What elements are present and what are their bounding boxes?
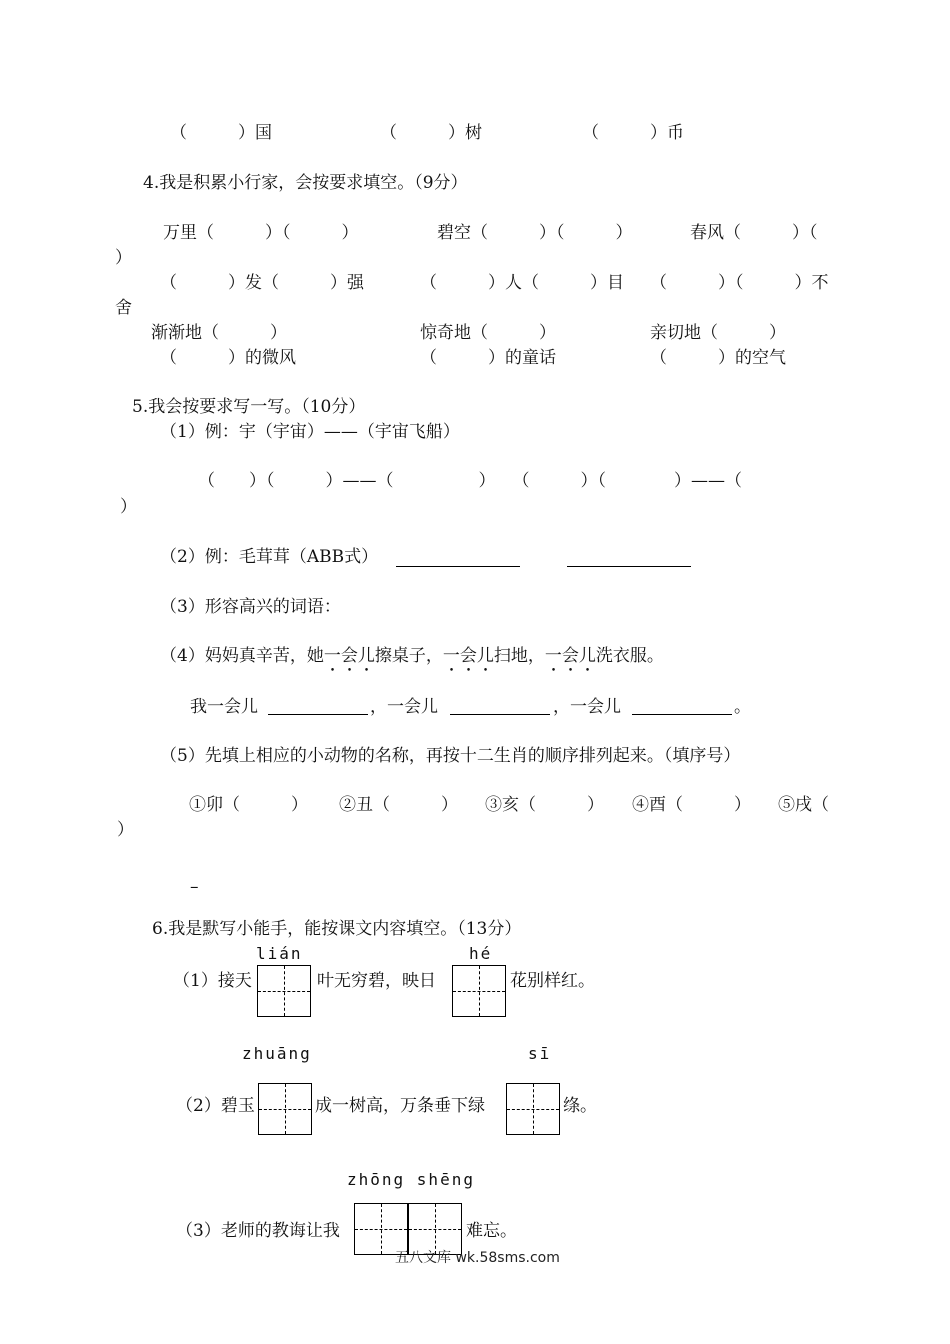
- q5-sub4-emph-1: 一会儿: [323, 646, 375, 666]
- stray-dash: –: [190, 877, 199, 897]
- q5-sub1-fill: （ ）（ ）——（ ） （ ）（ ）——（: [198, 471, 742, 491]
- q5-sub5-item4: ④酉（ ）: [632, 795, 751, 815]
- q5-sub4-answer-line-2[interactable]: [450, 714, 550, 715]
- q6-p1-tianzige-2[interactable]: [452, 965, 506, 1017]
- q5-sub2-answer-line-1[interactable]: [396, 566, 520, 567]
- q5-sub4-emph-2: 一会儿: [442, 646, 494, 666]
- q5-sub4-fill-end: 。: [734, 697, 751, 717]
- q5-sub5-item2: ②丑（ ）: [339, 795, 458, 815]
- top-blank-bi: （ ）币: [582, 123, 684, 143]
- q6-p2-pinyin-zhuang: zhuāng: [242, 1044, 312, 1063]
- q5-sub3-prompt: （3）形容高兴的词语：: [160, 597, 341, 617]
- q5-sub4-emph-3: 一会儿: [544, 646, 596, 666]
- q4-row4-item1: （ ）的微风: [160, 348, 296, 368]
- q5-sub4-fill-label-c: ，一会儿: [553, 697, 621, 717]
- q5-sub5-prompt: （5）先填上相应的小动物的名称，再按十二生肖的顺序排列起来。（填序号）: [160, 746, 741, 766]
- watermark: 五八文库 wk.58sms.com: [395, 1250, 560, 1266]
- q5-sub4-text-c: 扫地，: [493, 646, 545, 666]
- q5-sub2-example: （2）例：毛茸茸（ABB式）: [160, 547, 379, 567]
- q4-title: 4.我是积累小行家，会按要求填空。（9分）: [143, 173, 468, 193]
- q4-row3-item1: 渐渐地（ ）: [151, 323, 287, 343]
- q6-title: 6.我是默写小能手，能按课文内容填空。（13分）: [152, 919, 522, 939]
- q6-p1-text-c: 花别样红。: [510, 971, 595, 991]
- q5-sub5-wrap: ）: [117, 820, 134, 840]
- q4-row1-item2: 碧空（ ）（ ）: [437, 223, 633, 243]
- q6-p2-tianzige-1[interactable]: [258, 1083, 312, 1135]
- q6-p2-text-c: 绦。: [563, 1096, 597, 1116]
- q5-sub5-item5: ⑤戌（: [778, 795, 829, 815]
- q6-p2-text-a: （2）碧玉: [176, 1096, 255, 1116]
- q6-p3-text-a: （3）老师的教诲让我: [176, 1221, 340, 1241]
- top-blank-guo: （ ）国: [170, 123, 272, 143]
- q5-sub4-text-a: （4）妈妈真辛苦，她: [160, 646, 324, 666]
- q5-title: 5.我会按要求写一写。（10分）: [132, 397, 366, 417]
- q4-row2-item2: （ ）人（ ）目: [420, 273, 624, 293]
- q5-sub2-answer-line-2[interactable]: [567, 566, 691, 567]
- q4-row2-item3: （ ）（ ）不: [650, 273, 829, 293]
- q4-row1-item1: 万里（ ）（ ）: [163, 223, 359, 243]
- q5-sub4-sentence: [160, 645, 664, 676]
- q5-sub4-answer-line-3[interactable]: [632, 714, 732, 715]
- q5-sub4-answer-line-1[interactable]: [268, 714, 368, 715]
- q4-row3-item3: 亲切地（ ）: [650, 323, 786, 343]
- q5-sub5-item1: ①卯（ ）: [189, 795, 308, 815]
- q6-p1-tianzige-1[interactable]: [257, 965, 311, 1017]
- q5-sub4-fill-label-a: 我一会儿: [190, 697, 258, 717]
- q5-sub4-fill-label-b: ，一会儿: [370, 697, 438, 717]
- q6-p2-tianzige-2[interactable]: [506, 1083, 560, 1135]
- q5-sub4-text-d: 洗衣服。: [595, 646, 664, 666]
- q6-p1-text-b: 叶无穷碧，映日: [317, 971, 436, 991]
- q6-p1-pinyin-lian: lián: [256, 944, 303, 963]
- q6-p3-pinyin-zhongsheng: zhōng shēng: [347, 1170, 475, 1189]
- q6-p2-pinyin-si: sī: [528, 1044, 552, 1063]
- q4-row1-wrap: ）: [115, 248, 132, 268]
- q4-row3-item2: 惊奇地（ ）: [420, 323, 556, 343]
- q5-sub1-wrap: ）: [120, 497, 137, 517]
- q6-p3-text-b: 难忘。: [466, 1221, 517, 1241]
- q4-row2-wrap: 舍: [115, 298, 132, 318]
- top-blank-shu: （ ）树: [380, 123, 482, 143]
- q5-sub5-item3: ③亥（ ）: [485, 795, 604, 815]
- q4-row4-item2: （ ）的童话: [420, 348, 556, 368]
- q6-p1-pinyin-he: hé: [469, 944, 493, 963]
- q5-sub4-text-b: 擦桌子，: [374, 646, 443, 666]
- q4-row1-item3: 春风（ ）（: [690, 223, 818, 243]
- q6-p2-text-b: 成一树高，万条垂下绿: [315, 1096, 485, 1116]
- q6-p1-text-a: （1）接天: [173, 971, 252, 991]
- q4-row2-item1: （ ）发（ ）强: [160, 273, 364, 293]
- q4-row4-item3: （ ）的空气: [650, 348, 786, 368]
- q5-sub1-example: （1）例：宇（宇宙）——（宇宙飞船）: [160, 422, 460, 442]
